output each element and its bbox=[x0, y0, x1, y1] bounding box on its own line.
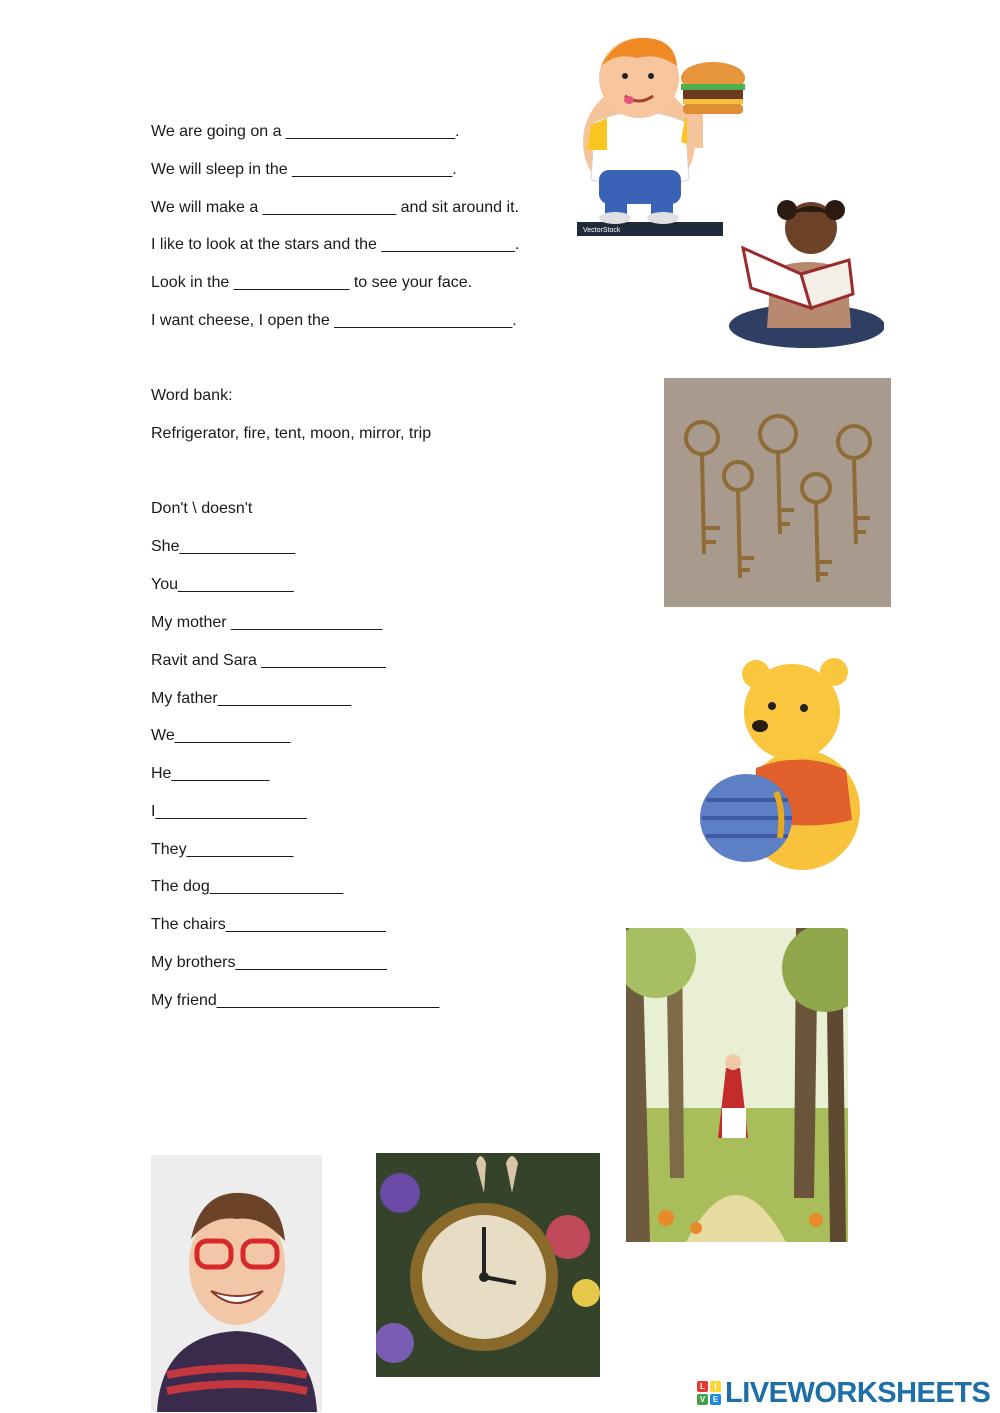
grammar-item: He___________ bbox=[151, 765, 270, 782]
grammar-item: My father_______________ bbox=[151, 690, 352, 707]
liveworksheets-logo bbox=[697, 1377, 990, 1409]
grammar-item: The chairs__________________ bbox=[151, 916, 386, 933]
sentence-5: Look in the _____________ to see your face. bbox=[151, 274, 473, 291]
sentence-2: We will sleep in the __________________. bbox=[151, 161, 457, 178]
sentence-3: We will make a _______________ and sit around it. bbox=[151, 199, 519, 216]
grammar-heading: Don't \ doesn't bbox=[151, 500, 253, 517]
keys-image bbox=[664, 378, 891, 607]
sentence-6: I want cheese, I open the ____________________. bbox=[151, 312, 517, 329]
grammar-item: My brothers_________________ bbox=[151, 954, 387, 971]
sentence-1: We are going on a ___________________. bbox=[151, 123, 460, 140]
grammar-item: We_____________ bbox=[151, 727, 291, 744]
pooh-image bbox=[684, 642, 876, 885]
logo-text: LIVEWORKSHEETS bbox=[725, 1376, 991, 1409]
word-bank-list: Refrigerator, fire, tent, moon, mirror, trip bbox=[151, 425, 432, 442]
clock-image bbox=[376, 1153, 600, 1377]
grammar-item: They____________ bbox=[151, 841, 294, 858]
grammar-item: I_________________ bbox=[151, 803, 307, 820]
grammar-item: My friend_________________________ bbox=[151, 992, 440, 1009]
grammar-item: You_____________ bbox=[151, 576, 294, 593]
boy-glasses-image bbox=[151, 1155, 322, 1412]
grammar-item: My mother _________________ bbox=[151, 614, 383, 631]
girl-reading-image bbox=[723, 188, 884, 350]
grammar-item: She_____________ bbox=[151, 538, 296, 555]
logo-grid-icon: L I V E bbox=[697, 1381, 721, 1405]
grammar-item: The dog_______________ bbox=[151, 878, 344, 895]
grammar-item: Ravit and Sara ______________ bbox=[151, 652, 386, 669]
sentence-4: I like to look at the stars and the _______________. bbox=[151, 236, 520, 253]
svg-text:VectorStock: VectorStock bbox=[583, 227, 621, 234]
forest-image bbox=[626, 928, 848, 1242]
word-bank-heading: Word bank: bbox=[151, 387, 233, 404]
